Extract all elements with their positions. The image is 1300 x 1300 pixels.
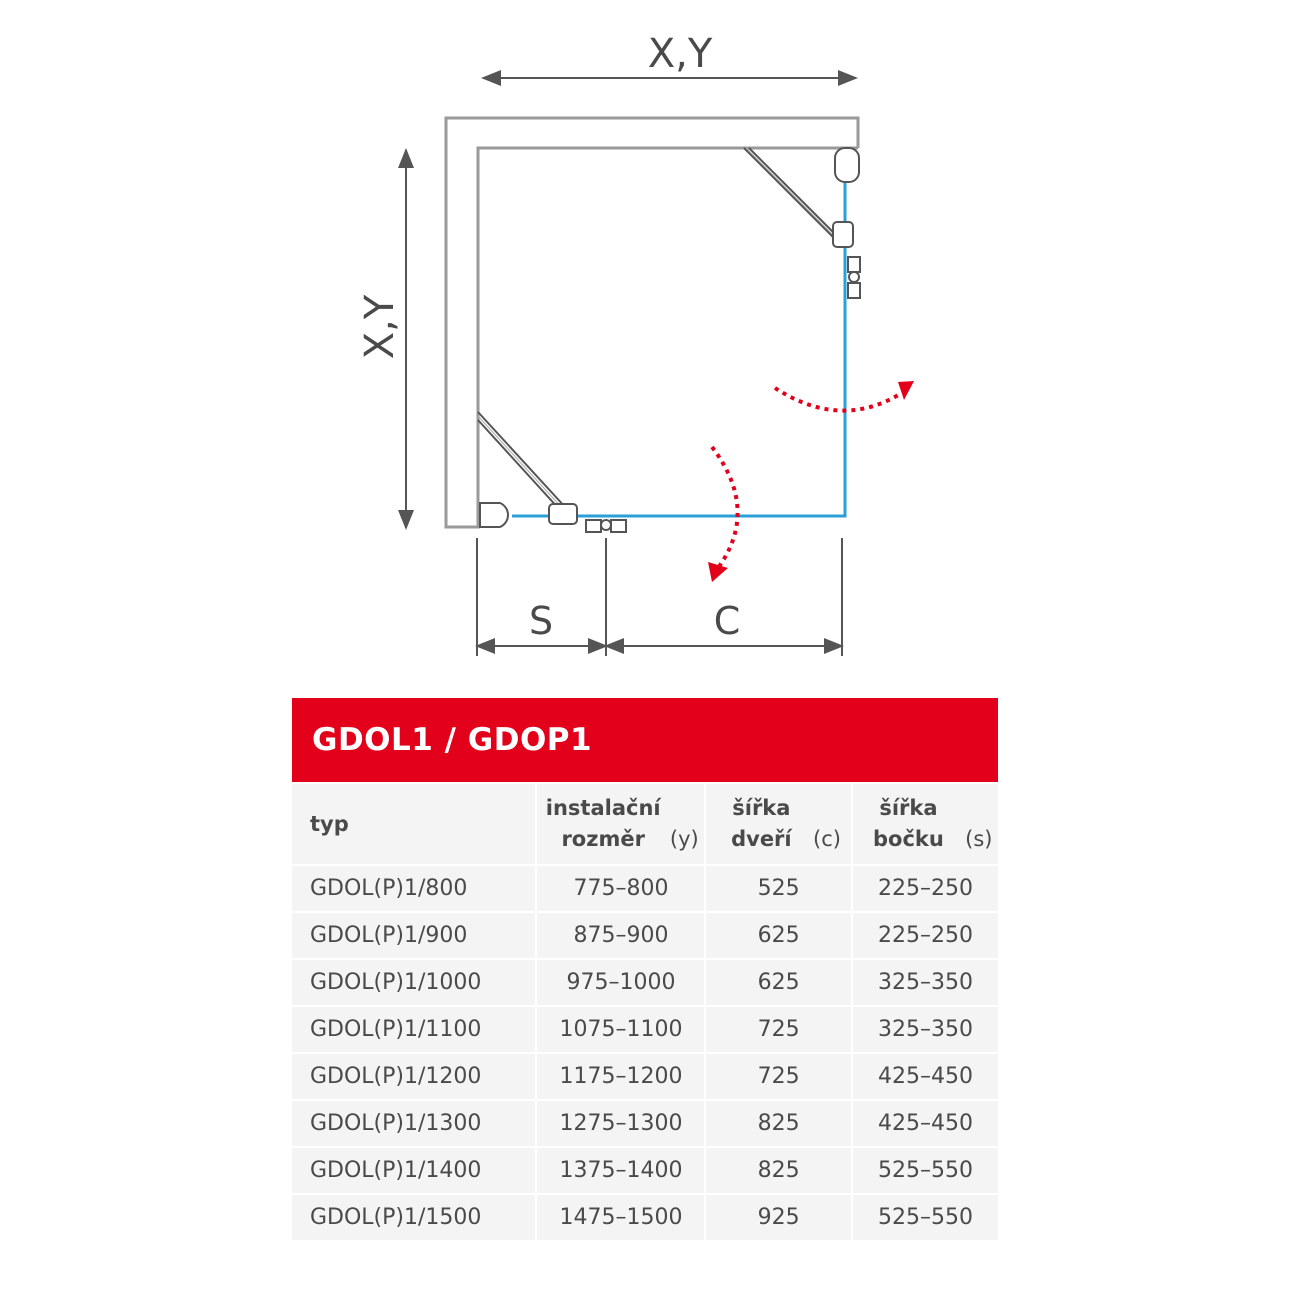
cell-install-size: 1175–1200 [537,1054,704,1099]
cell-side-width: 325–350 [853,1007,998,1052]
right-fixed-door-diagonal [744,148,841,240]
table-row [292,913,998,958]
cell-side-width: 425–450 [853,1101,998,1146]
table-row [292,1007,998,1052]
cell-type: GDOL(P)1/1200 [292,1054,535,1099]
cell-side-width: 225–250 [853,913,998,958]
cell-type: GDOL(P)1/1400 [292,1148,535,1193]
cell-type: GDOL(P)1/1500 [292,1195,535,1240]
table-row [292,1195,998,1240]
spec-table [290,782,1000,1242]
cell-install-size: 1275–1300 [537,1101,704,1146]
cell-side-width: 225–250 [853,866,998,911]
cell-type: GDOL(P)1/1000 [292,960,535,1005]
cell-type: GDOL(P)1/800 [292,866,535,911]
table-row [292,866,998,911]
cell-install-size: 1075–1100 [537,1007,704,1052]
table-row [292,1148,998,1193]
cell-side-width: 525–550 [853,1195,998,1240]
header-door-width: šířka dveří (c) [706,784,850,864]
glass-panels [512,180,845,516]
cell-door-width: 825 [706,1101,850,1146]
header-side-width: šířka bočku (s) [853,784,998,864]
left-dimension-label: X,Y [357,294,403,360]
cell-door-width: 525 [706,866,850,911]
wall-outer [446,118,858,527]
cell-door-width: 725 [706,1007,850,1052]
cell-install-size: 1475–1500 [537,1195,704,1240]
table-row [292,1054,998,1099]
cell-install-size: 975–1000 [537,960,704,1005]
bottom-dimensions [477,538,842,656]
cell-install-size: 775–800 [537,866,704,911]
cell-door-width: 925 [706,1195,850,1240]
cell-door-width: 725 [706,1054,850,1099]
cell-install-size: 1375–1400 [537,1148,704,1193]
spec-table-block [292,698,998,1242]
table-header-row [292,784,998,864]
cell-type: GDOL(P)1/1300 [292,1101,535,1146]
cell-side-width: 525–550 [853,1148,998,1193]
door-width-label: C [713,599,741,643]
cell-door-width: 825 [706,1148,850,1193]
cell-door-width: 625 [706,960,850,1005]
header-install-size: instalační rozměr (y) [537,784,704,864]
top-dimension [483,31,856,78]
table-title-banner [292,698,998,782]
cell-door-width: 625 [706,913,850,958]
cell-side-width: 425–450 [853,1054,998,1099]
left-dimension [357,150,406,528]
cell-type: GDOL(P)1/1100 [292,1007,535,1052]
cell-install-size: 875–900 [537,913,704,958]
header-type: typ [292,784,535,864]
cell-type: GDOL(P)1/900 [292,913,535,958]
cell-side-width: 325–350 [853,960,998,1005]
top-dimension-label: X,Y [647,31,713,77]
table-row [292,960,998,1005]
side-panel-label: S [528,599,554,643]
left-fixed-door-diagonal [478,412,566,510]
table-row [292,1101,998,1146]
table-title: GDOL1 / GDOP1 [312,722,593,758]
